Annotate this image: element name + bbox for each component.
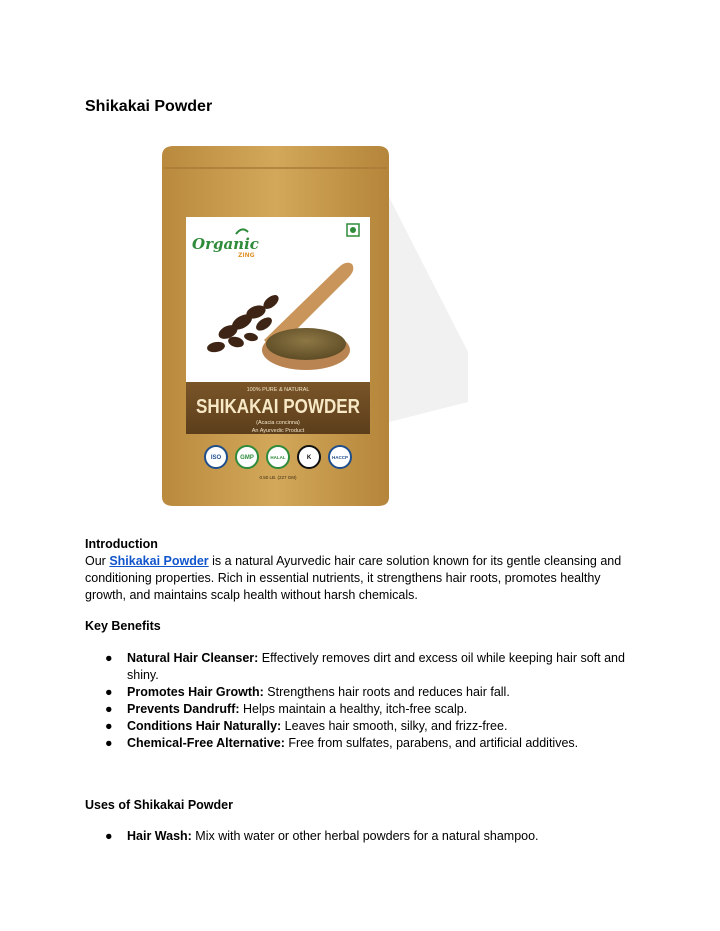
uses-list bbox=[85, 828, 645, 845]
bullet-icon: ● bbox=[105, 651, 113, 665]
benefit-title: Prevents Dandruff: bbox=[127, 702, 240, 716]
list-item bbox=[85, 650, 645, 684]
benefit-text: Strengthens hair roots and reduces hair fall. bbox=[263, 685, 510, 699]
list-item bbox=[85, 735, 645, 752]
intro-text-before: Our bbox=[85, 554, 110, 568]
bullet-icon: ● bbox=[105, 736, 113, 750]
benefit-text: Helps maintain a healthy, itch-free scalp. bbox=[239, 702, 468, 716]
veg-mark-icon bbox=[347, 224, 359, 236]
benefit-title: Natural Hair Cleanser: bbox=[127, 651, 259, 665]
bullet-icon: ● bbox=[105, 829, 113, 843]
intro-paragraph bbox=[85, 553, 645, 604]
use-title: Hair Wash: bbox=[127, 829, 192, 843]
bullet-icon: ● bbox=[105, 702, 113, 716]
svg-text:0.50 LB. (227 GM): 0.50 LB. (227 GM) bbox=[259, 475, 297, 480]
badge-label: HACCP bbox=[331, 455, 349, 460]
badge-label: K bbox=[306, 455, 312, 461]
svg-text:Organic: Organic bbox=[192, 235, 259, 253]
benefit-text: Effectively removes dirt and excess oil while keeping hair soft and shiny. bbox=[127, 651, 625, 682]
page-title: Shikakai Powder bbox=[85, 98, 213, 115]
benefit-text: Free from sulfates, parabens, and artificial additives. bbox=[284, 736, 579, 750]
benefit-title: Chemical-Free Alternative: bbox=[127, 736, 285, 750]
benefit-title: Promotes Hair Growth: bbox=[127, 685, 264, 699]
svg-text:ZING: ZING bbox=[238, 252, 255, 259]
list-item bbox=[85, 718, 645, 735]
svg-text:100% PURE & NATURAL: 100% PURE & NATURAL bbox=[246, 387, 310, 393]
list-item bbox=[85, 684, 645, 701]
svg-text:SHIKAKAI POWDER: SHIKAKAI POWDER bbox=[196, 396, 361, 418]
intro-text-after: is a natural Ayurvedic hair care solution known for its gentle cleansing and conditioning properties. Rich in essential nutrients, it strengthens hair roots, promotes healthy growth, and maintains scalp health without harsh chemicals. bbox=[85, 554, 622, 602]
pouch-shadow bbox=[389, 197, 468, 422]
shikakai-powder-link[interactable]: Shikakai Powder bbox=[109, 554, 209, 568]
benefit-text: Leaves hair smooth, silky, and frizz-free. bbox=[281, 719, 508, 733]
badge-label: GMP bbox=[240, 455, 254, 461]
product-image bbox=[156, 142, 468, 512]
badge-label: HALAL bbox=[270, 455, 286, 460]
benefit-title: Conditions Hair Naturally: bbox=[127, 719, 282, 733]
use-text: Mix with water or other herbal powders for a natural shampoo. bbox=[191, 829, 539, 843]
powder bbox=[266, 328, 346, 360]
bullet-icon: ● bbox=[105, 685, 113, 699]
bullet-icon: ● bbox=[105, 719, 113, 733]
list-item bbox=[85, 701, 645, 718]
intro-heading: Introduction bbox=[85, 537, 158, 551]
svg-text:An Ayurvedic Product: An Ayurvedic Product bbox=[251, 428, 305, 434]
list-item bbox=[85, 828, 645, 845]
badge-label: ISO bbox=[210, 455, 222, 461]
uses-heading: Uses of Shikakai Powder bbox=[85, 798, 233, 812]
svg-text:(Acacia concinna): (Acacia concinna) bbox=[256, 420, 300, 426]
key-benefits-list bbox=[85, 650, 645, 752]
key-benefits-heading: Key Benefits bbox=[85, 619, 161, 633]
